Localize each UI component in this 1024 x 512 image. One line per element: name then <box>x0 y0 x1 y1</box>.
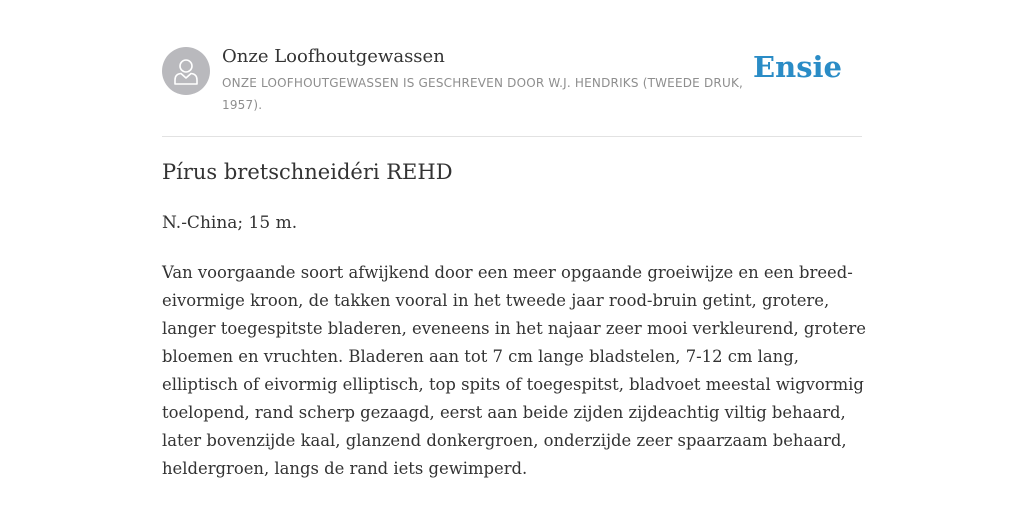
entry-meta: N.-China; 15 m. <box>162 213 298 233</box>
source-title[interactable]: Onze Loofhoutgewassen <box>222 46 445 67</box>
entry-body: Van voorgaande soort afwijkend door een meer opgaande groeiwijze en een breed-eivormige kroon, de takken vooral in het tweede jaar rood-bruin getint, grotere, langer toegespitste bladeren, eveneens in het najaar zeer mooi verkleurend, grotere bloemen en vruchten. Bladeren aan tot 7 cm lange bladstelen, 7-12 cm lang, elliptisch of eivormig elliptisch, top spits of toegespitst, bladvoet meestal wigvormig toelopend, rand scherp gezaagd, eerst aan beide zijden zijdeachtig viltig behaard, later bovenzijde kaal, glanzend donkergroen, onderzijde zeer spaarzaam behaard, heldergroen, langs de rand iets gewimperd. <box>162 263 866 478</box>
brand-logo[interactable]: Ensie <box>753 50 842 84</box>
entry-title: Pírus bretschneidéri REHD <box>162 160 453 184</box>
avatar[interactable] <box>162 47 210 95</box>
user-icon <box>173 57 199 85</box>
source-header <box>162 44 862 137</box>
source-description: ONZE LOOFHOUTGEWASSEN IS GESCHREVEN DOOR W.J. HENDRIKS (TWEEDE DRUK, 1957). <box>222 76 744 112</box>
